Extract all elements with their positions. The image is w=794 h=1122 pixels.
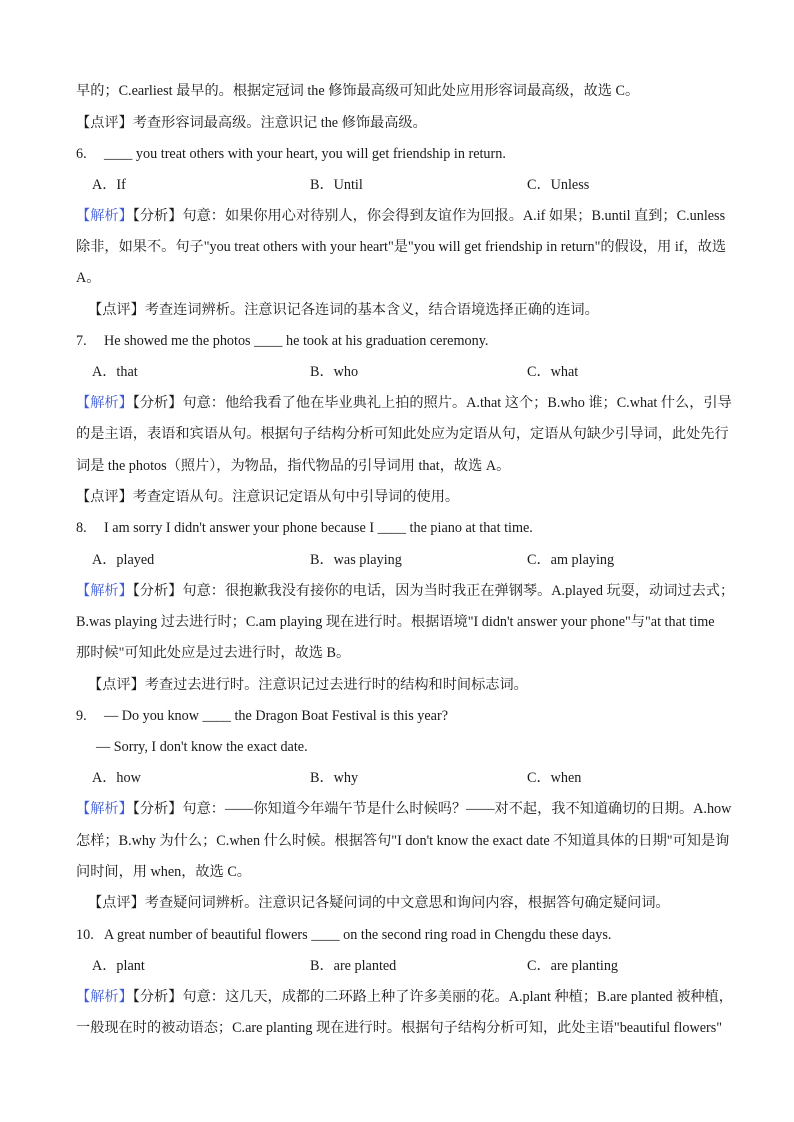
comment-7: [76, 487, 750, 507]
jiexi-tag: 【解析】: [76, 989, 133, 1005]
question-stem-8: [76, 518, 750, 538]
analysis-continuation: 早的；C.earliest 最早的。根据定冠词 the 修饰最高级可知此处应用形容词最高级，故选 C。: [76, 83, 640, 99]
comment-6: [88, 300, 750, 320]
comment-text: 考查疑问词辨析。注意识记各疑问词的中文意思和询问内容，根据答句确定疑问词。: [144, 895, 670, 911]
jiexi-tag: 【解析】: [76, 208, 133, 224]
option-b: B．are planted: [310, 958, 397, 974]
fenxi-tag: 【分析】: [132, 801, 183, 817]
question-stem-10: [76, 925, 750, 945]
question-text: He showed me the photos ____ he took at his graduation ceremony.: [104, 333, 489, 349]
analysis-6-line-2: 除非，如果不。句子"you treat others with your heart"是"you will get friendship in return"的假设，用 if，故选: [76, 239, 727, 255]
fenxi-tag: 【分析】: [132, 583, 183, 599]
comment-9: [88, 893, 750, 913]
analysis-6-line-3: A。: [76, 270, 101, 286]
question-stem-7: [76, 331, 750, 351]
question-text: — Do you know ____ the Dragon Boat Festival is this year?: [104, 708, 448, 724]
question-stem-9: [76, 706, 750, 726]
option-c: C．what: [527, 364, 579, 380]
jiexi-tag: 【解析】: [76, 583, 133, 599]
analysis-9-line-2: 怎样；B.why 为什么；C.when 什么时候。根据答句"I don't know the exact date 不知道具体的日期"可知是询: [76, 833, 730, 849]
analysis-text: 句意：这几天，成都的二环路上种了许多美丽的花。A.plant 种植；B.are planted 被种植，: [182, 989, 733, 1005]
analysis-7-line-1: [76, 393, 750, 413]
option-c: C．Unless: [527, 177, 590, 193]
fenxi-tag: 【分析】: [132, 395, 183, 411]
fenxi-tag: 【分析】: [132, 989, 183, 1005]
jiexi-tag: 【解析】: [76, 395, 133, 411]
analysis-text: 句意：——你知道今年端午节是什么时候吗？——对不起，我不知道确切的日期。A.how: [182, 801, 732, 817]
comment-line: [76, 113, 750, 133]
analysis-10-line-1: [76, 987, 750, 1007]
comment-text: 考查过去进行时。注意识记过去进行时的结构和时间标志词。: [144, 677, 528, 693]
option-b: B．Until: [310, 177, 363, 193]
question-number: 6.: [76, 146, 87, 162]
analysis-10-line-2: 一般现在时的被动语态；C.are planting 现在进行时。根据句子结构分析可知，此处主语"beautiful flowers": [76, 1020, 723, 1036]
option-a: A．plant: [92, 958, 145, 974]
analysis-6-line-1: [76, 206, 750, 226]
jiexi-tag: 【解析】: [76, 801, 133, 817]
comment-text: 考查定语从句。注意识记定语从句中引导词的使用。: [132, 489, 460, 505]
question-text: ____ you treat others with your heart, you will get friendship in return.: [104, 146, 506, 162]
analysis-7-line-2: 的是主语，表语和宾语从句。根据句子结构分析可知此处应为定语从句，定语从句缺少引导词，此处先行: [76, 426, 729, 442]
comment-tag: 【点评】: [88, 895, 145, 911]
comment-tag: 【点评】: [88, 677, 145, 693]
option-a: A．If: [92, 177, 126, 193]
question-stem-6: [76, 144, 750, 164]
analysis-8-line-2: B.was playing 过去进行时；C.am playing 现在进行时。根据语境"I didn't answer your phone"与"at that time: [76, 614, 715, 630]
option-a: A．that: [92, 364, 138, 380]
question-number: 9.: [76, 708, 87, 724]
analysis-8-line-1: [76, 581, 750, 601]
option-b: B．who: [310, 364, 359, 380]
comment-text: 考查形容词最高级。注意识记 the 修饰最高级。: [132, 115, 427, 131]
comment-tag: 【点评】: [76, 489, 133, 505]
fenxi-tag: 【分析】: [132, 208, 183, 224]
analysis-text: 句意：很抱歉我没有接你的电话，因为当时我正在弹钢琴。A.played 玩耍，动词过去式；: [182, 583, 735, 599]
comment-tag: 【点评】: [88, 302, 145, 318]
option-c: C．when: [527, 770, 582, 786]
analysis-7-line-3: 词是 the photos（照片），为物品，指代物品的引导词用 that，故选 A。: [76, 458, 511, 474]
question-text: I am sorry I didn't answer your phone because I ____ the piano at that time.: [104, 520, 533, 536]
option-c: C．are planting: [527, 958, 619, 974]
option-b: B．was playing: [310, 552, 402, 568]
question-number: 7.: [76, 333, 87, 349]
analysis-9-line-3: 问时间，用 when，故选 C。: [76, 864, 251, 880]
question-number: 10.: [76, 927, 94, 943]
analysis-text: 句意：如果你用心对待别人，你会得到友谊作为回报。A.if 如果；B.until 直到；C.unless: [182, 208, 726, 224]
analysis-8-line-3: 那时候"可知此处应是过去进行时，故选 B。: [76, 645, 351, 661]
comment-tag: 【点评】: [76, 115, 133, 131]
question-number: 8.: [76, 520, 87, 536]
option-b: B．why: [310, 770, 359, 786]
option-a: A．how: [92, 770, 141, 786]
analysis-text: 句意：他给我看了他在毕业典礼上拍的照片。A.that 这个；B.who 谁；C.what 什么，引导: [182, 395, 732, 411]
comment-8: [88, 675, 750, 695]
comment-text: 考查连词辨析。注意识记各连词的基本含义，结合语境选择正确的连词。: [144, 302, 599, 318]
analysis-9-line-1: [76, 799, 750, 819]
question-text: A great number of beautiful flowers ____ on the second ring road in Chengdu these days.: [104, 927, 612, 943]
option-c: C．am playing: [527, 552, 615, 568]
question-stem-9-reply: — Sorry, I don't know the exact date.: [96, 739, 308, 755]
option-a: A．played: [92, 552, 155, 568]
